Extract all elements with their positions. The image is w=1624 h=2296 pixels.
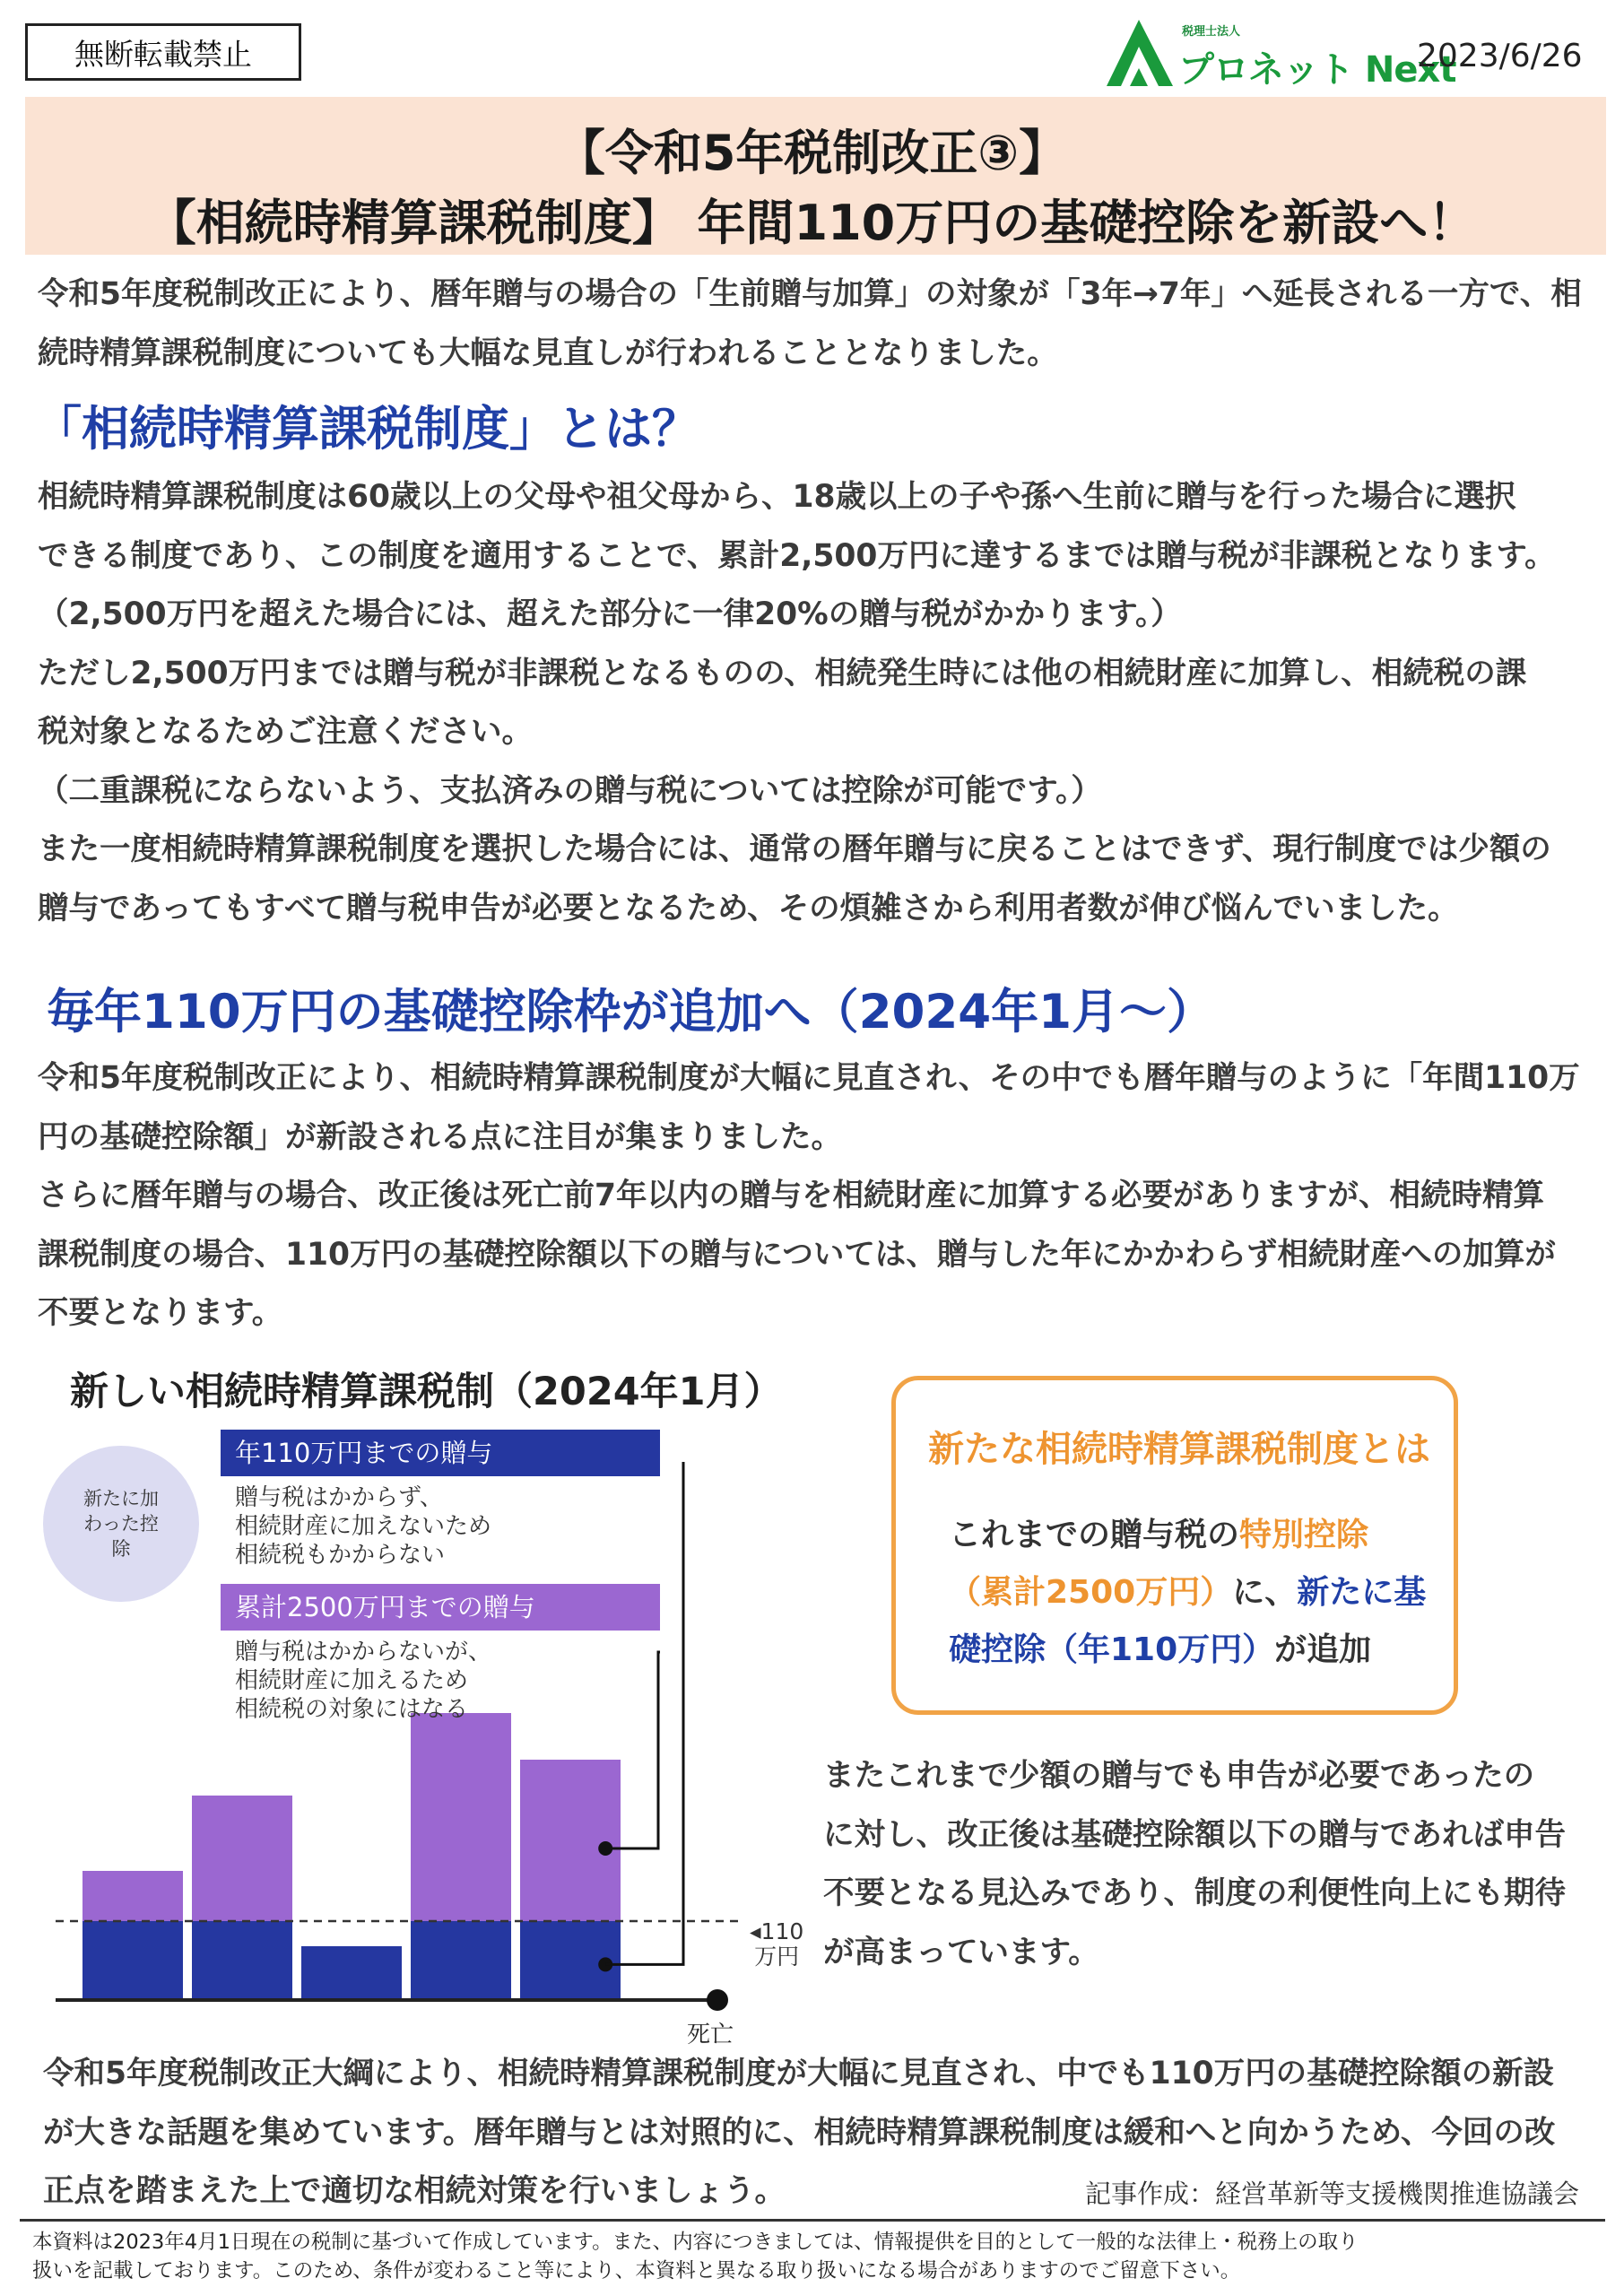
callout-highlight-new: 新たに基 (1297, 1574, 1427, 1611)
bar-cumulative-segment (411, 1713, 511, 1921)
annual-gift-description (235, 1483, 491, 1570)
footer-divider (20, 2219, 1605, 2222)
publish-date: 2023/6/26 (1417, 38, 1583, 74)
death-label: 死亡 (687, 2022, 734, 2048)
text-line: 令和5年度税制改正大綱により、相続時精算課税制度が大幅に見直され、中でも110万円の基礎控除額の新設 (43, 2056, 1555, 2092)
logo-subtitle: 税理士法人 (1182, 25, 1241, 39)
section-heading-new-deduction: 毎年110万円の基礎控除枠が追加へ（2024年1月～） (47, 985, 1215, 1039)
circle-label: 新たに加わった控除 (83, 1488, 159, 1560)
figure-title: 新しい相続時精算課税制（2024年1月） (70, 1370, 783, 1414)
logo-mark-icon (1103, 16, 1178, 88)
threshold-unit: 万円 (754, 1944, 800, 1970)
annual-gift-label: 年110万円までの贈与 (221, 1430, 660, 1476)
callout-highlight-basic-deduction: 礎控除（年110万円） (949, 1631, 1275, 1668)
text-line: 相続税の対象にはなる (235, 1696, 469, 1723)
text-line: （2,500万円を超えた場合には、超えた部分に一律20%の贈与税がかかります。） (38, 596, 1182, 632)
text-line: できる制度であり、この制度を適用することで、累計2,500万円に達するまでは贈与税が非課税となります。 (38, 537, 1556, 574)
no-reproduction-badge: 無断転載禁止 (25, 23, 301, 81)
section1-body (38, 468, 1600, 938)
text-line: 税対象となるためご注意ください。 (38, 714, 533, 750)
side-paragraph (823, 1747, 1603, 1982)
text-line: 課税制度の場合、110万円の基礎控除額以下の贈与については、贈与した年にかかわらず相続財産への加算が (38, 1236, 1556, 1273)
callout-text (949, 1507, 1433, 1679)
callout-highlight-cumulative: （累計2500万円） (949, 1574, 1233, 1611)
bar-annual-segment (411, 1921, 511, 2000)
text-line: またこれまで少額の贈与でも申告が必要であったの (823, 1758, 1535, 1794)
callout-text-part: これまでの贈与税の (949, 1517, 1240, 1553)
text-line: 相続財産に加えるため (235, 1667, 469, 1694)
text-line: 本資料は2023年4月1日現在の税制に基づいて作成しています。また、内容につきましては、情報提供を目的として一般的な法律上・税務上の取り (32, 2231, 1359, 2254)
callout-text-part: に、 (1232, 1574, 1298, 1611)
page-title: 【相続時精算課税制度】 年間110万円の基礎控除を新設へ！ (147, 195, 1477, 251)
text-line: 令和5年度税制改正により、暦年贈与の場合の「生前贈与加算」の対象が「3年→7年」へ延長される一方で、相 (38, 276, 1582, 312)
intro-paragraph (38, 265, 1600, 383)
text-line: 相続財産に加えないため (235, 1513, 492, 1540)
text-line: 相続時精算課税制度は60歳以上の父母や祖父母から、18歳以上の子や孫へ生前に贈与を行った場合に選択 (38, 479, 1516, 515)
text-line: が大きな話題を集めています。暦年贈与とは対照的に、相続時精算課税制度は緩和へと向かうため、今回の改 (43, 2114, 1556, 2151)
cumulative-gift-description (235, 1638, 491, 1724)
text-line: 令和5年度税制改正により、相続時精算課税制度が大幅に見直され、その中でも暦年贈与のように「年間110万 (38, 1060, 1580, 1096)
death-marker (707, 1989, 728, 2011)
text-line: ただし2,500万円までは贈与税が非課税となるものの、相続発生時には他の相続財産に加算し、相続税の課 (38, 655, 1527, 691)
disclaimer (32, 2228, 1602, 2285)
bar-cumulative-segment (520, 1760, 621, 1921)
bar-annual-segment (83, 1921, 183, 2000)
text-line: 不要となります。 (38, 1295, 283, 1331)
text-line: が高まっています。 (823, 1934, 1099, 1970)
text-line: 正点を踏まえた上で適切な相続対策を行いましょう。 (43, 2173, 786, 2209)
logo-wordmark: プロネット Next (1178, 49, 1456, 91)
text-line: に対し、改正後は基礎控除額以下の贈与であれば申告 (823, 1816, 1566, 1853)
company-logo (1103, 16, 1456, 91)
cumulative-gift-label: 累計2500万円までの贈与 (221, 1584, 660, 1631)
callout-highlight-special-deduction: 特別控除 (1239, 1517, 1369, 1553)
text-line: さらに暦年贈与の場合、改正後は死亡前7年以内の贈与を相続財産に加算する必要がありますが、相続時精算 (38, 1178, 1544, 1213)
bar-annual-segment (301, 1946, 402, 2000)
bar-annual-segment (192, 1921, 292, 2000)
section2-body (38, 1049, 1600, 1344)
text-line: 相続税もかからない (235, 1542, 446, 1569)
callout-title: 新たな相続時精算課税制度とは (928, 1429, 1430, 1470)
threshold-value: ◂110 (750, 1918, 804, 1944)
text-line: 贈与であってもすべて贈与税申告が必要となるため、その煩雑さから利用者数が伸び悩んでいました。 (38, 890, 1459, 926)
text-line: 扱いを記載しております。このため、条件が変わること等により、本資料と異なる取り扱いになる場合がありますのでご留意下さい。 (32, 2259, 1241, 2283)
callout-text-part: が追加 (1274, 1631, 1372, 1668)
bar-cumulative-segment (192, 1796, 292, 1921)
threshold-label (750, 1919, 803, 1970)
text-line: また一度相続時精算課税制度を選択した場合には、通常の暦年贈与に戻ることはできず、現行制度では少額の (38, 831, 1551, 867)
section-heading-what-is: 「相続時精算課税制度」とは？ (34, 402, 699, 457)
bar-cumulative-segment (83, 1871, 183, 1921)
text-line: 贈与税はかからず、 (235, 1484, 443, 1511)
text-line: 円の基礎控除額」が新設される点に注目が集まりました。 (38, 1118, 842, 1155)
text-line: 贈与税はかからないが、 (235, 1639, 492, 1665)
text-line: （二重課税にならないよう、支払済みの贈与税については控除が可能です。） (38, 772, 1102, 809)
text-line: 続時精算課税制度についても大幅な見直しが行われることとなりました。 (38, 335, 1058, 371)
text-line: 不要となる見込みであり、制度の利便性向上にも期待 (823, 1875, 1566, 1911)
author-credit: 記事作成：経営革新等支援機関推進協議会 (1085, 2179, 1580, 2209)
title-series: 【令和5年税制改正③】 (556, 125, 1068, 181)
